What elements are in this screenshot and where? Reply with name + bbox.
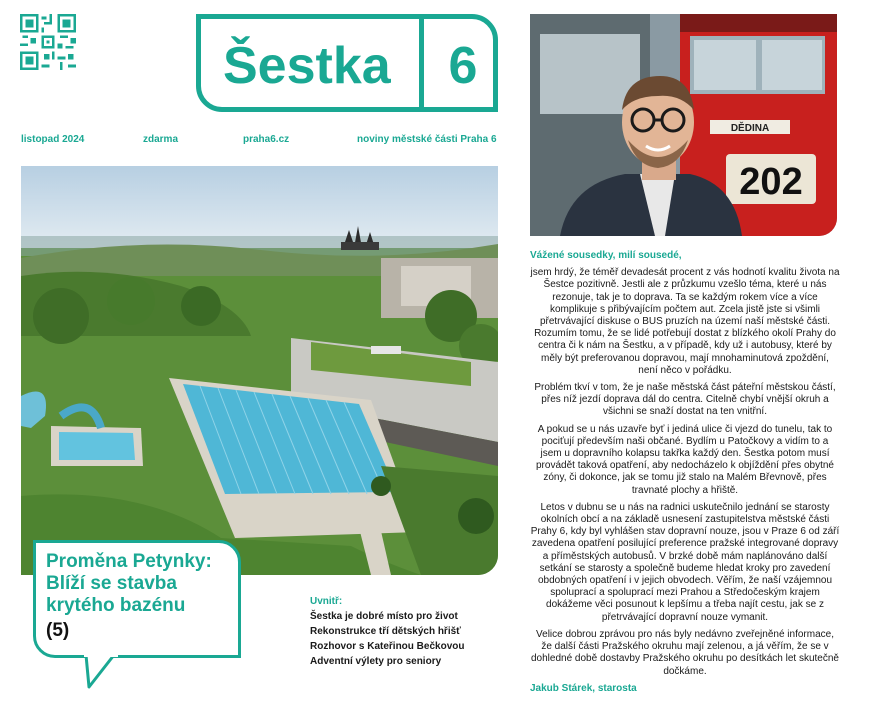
- letter-paragraph: Problém tkví v tom, že je naše městská část páteřní městskou částí, přes níž jezdí doprava dál do centra. Citelně chybí vnější okruh a všichni se snaží dostat na ten vnitřní.: [534, 382, 836, 418]
- masthead: [196, 14, 498, 112]
- masthead-divider: [419, 19, 424, 107]
- mayor-portrait-photo: [530, 14, 837, 236]
- editorial-letter: [530, 250, 840, 700]
- inside-item[interactable]: Rozhovor s Kateřinou Bečkovou: [310, 641, 465, 652]
- letter-paragraph: jsem hrdý, že téměř devadesát procent z vás hodnotí kvalitu života na Šestce pozitivně. Jestli ale z průzkumu vzešlo téma, které u nás rezonuje, tak je to doprava. Ta se každým rokem více a více komplikuje s přibývajícím počtem aut. Zcela jistě jste si všimli přetrvávající diskuse o BUS pruzích na území naší městské části. Rozumím tomu, že se lidé potřebují dostat z blízkého okolí Prahy do centra či k nám na Šestku, a v případě, kdy už i autobusy, které by měly být preferovanou dopravou, mají mnohaminutová zpoždění, není něco v pořádku.: [530, 267, 840, 376]
- headline-page-ref: (5): [46, 620, 70, 641]
- speech-bubble-tail-icon: [84, 654, 124, 690]
- masthead-number: 6: [448, 37, 478, 95]
- letter-signature: Jakub Stárek, starosta: [530, 682, 637, 694]
- inside-item[interactable]: Adventní výlety pro seniory: [310, 656, 442, 667]
- letter-paragraph: A pokud se u nás uzavře byť i jediná ulice či vjezd do tunelu, tak to pociťují především naši občané. Bydlím u Patočkovy a vidím to a jsem u dopravního kolapsu takřka každý den. Šestka potom musí provádět taková opatření, aby nedocházelo k objíždění přes obytné zóny, či dokonce, jak se tomu již stalo na Malém Břevnově, přes travnaté plochy a hřiště.: [536, 423, 834, 496]
- tram-number: 202: [739, 161, 803, 203]
- issue-tagline: noviny městské části Praha 6: [357, 134, 497, 145]
- tram-sign: DĚDINA: [730, 123, 770, 134]
- letter-paragraph: Velice dobrou zprávou pro nás byly nedávno zveřejněné informace, že další části Pražského okruhu mají zelenou, a já věřím, že se v dohledné době dostavby Pražského okruhu po desítkách let skutečně dočkáme.: [531, 628, 839, 677]
- qr-code-icon[interactable]: [20, 14, 76, 70]
- letter-greeting: Vážené sousedky, milí sousedé,: [530, 250, 682, 261]
- inside-label: Uvnitř:: [310, 596, 343, 607]
- inside-item[interactable]: Rekonstrukce tří dětských hřišť: [310, 626, 461, 637]
- masthead-title: Šestka: [223, 37, 391, 95]
- headline-text: Proměna Petynky: Blíží se stavba krytého bazénu: [46, 551, 212, 616]
- pool-aerial-photo: [21, 166, 498, 575]
- issue-price: zdarma: [143, 134, 179, 145]
- inside-contents: [310, 594, 464, 669]
- headline-callout[interactable]: [33, 540, 241, 658]
- letter-paragraph: Letos v dubnu se u nás na radnici uskutečnilo jednání se starosty okolních obcí a na základě usnesení zastupitelstva městské části Prahy 6, kdy byl vyhlášen stav dopravní nouze, jsou v Praze 6 od září zavedena opatření posilující preference pražské integrované dopravy a příměstských autobusů. V brzké době mám naplánováno další setkání se starosty a společně budeme hledat kroky pro zavedení obdobných opatření i v jejich obvodech. Věřím, že naší vzájemnou spoluprací a spoluprací mezi Prahou a Středočeským krajem dokážeme věci posunout k lepšímu a třeba najít cestu, jak se z přetrvávající dopravní nouze vymanit.: [530, 501, 840, 623]
- inside-item[interactable]: Šestka je dobré místo pro život: [310, 611, 458, 622]
- issue-web[interactable]: praha6.cz: [243, 134, 290, 145]
- issue-date: listopad 2024: [21, 134, 85, 145]
